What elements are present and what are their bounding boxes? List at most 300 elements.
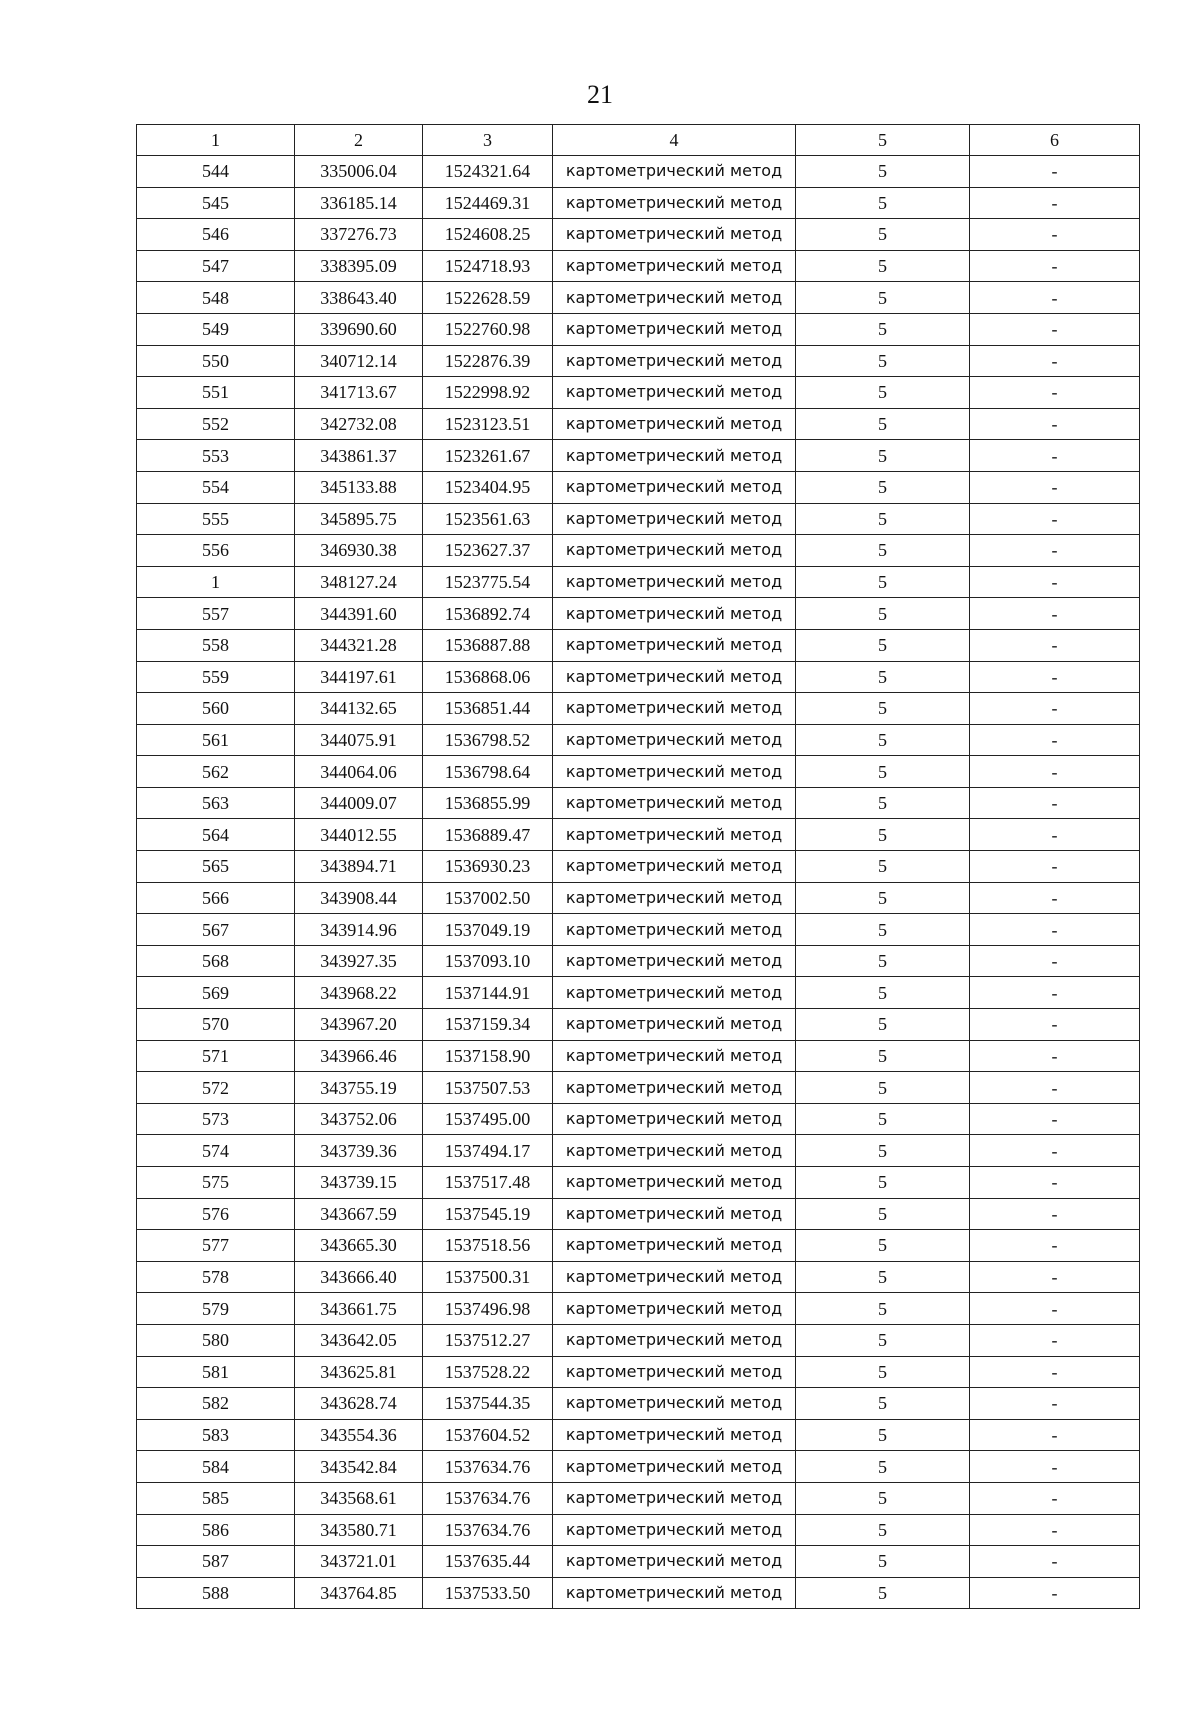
table-row — [137, 1451, 1140, 1483]
point-number-cell: 582 — [137, 1388, 295, 1420]
x-coordinate-cell: 343628.74 — [295, 1388, 423, 1420]
x-coordinate-cell: 343665.30 — [295, 1230, 423, 1262]
y-coordinate-cell: 1537528.22 — [423, 1356, 553, 1388]
table-row — [137, 408, 1140, 440]
x-coordinate-cell: 343666.40 — [295, 1261, 423, 1293]
note-cell: - — [970, 693, 1140, 725]
note-cell: - — [970, 1230, 1140, 1262]
column-header-3: 3 — [423, 125, 553, 156]
point-number-cell: 564 — [137, 819, 295, 851]
coordinates-table — [136, 124, 1140, 1609]
x-coordinate-cell: 344012.55 — [295, 819, 423, 851]
x-coordinate-cell: 344197.61 — [295, 661, 423, 693]
point-number-cell: 567 — [137, 914, 295, 946]
x-coordinate-cell: 343764.85 — [295, 1577, 423, 1609]
table-row — [137, 1514, 1140, 1546]
x-coordinate-cell: 343914.96 — [295, 914, 423, 946]
table-row — [137, 1135, 1140, 1167]
method-cell: картометрический метод — [553, 440, 796, 472]
method-cell: картометрический метод — [553, 1546, 796, 1578]
x-coordinate-cell: 343642.05 — [295, 1324, 423, 1356]
table-row — [137, 156, 1140, 188]
y-coordinate-cell: 1536798.64 — [423, 756, 553, 788]
point-number-cell: 1 — [137, 566, 295, 598]
table-row — [137, 945, 1140, 977]
table-row — [137, 1419, 1140, 1451]
point-number-cell: 574 — [137, 1135, 295, 1167]
y-coordinate-cell: 1522628.59 — [423, 282, 553, 314]
note-cell: - — [970, 882, 1140, 914]
x-coordinate-cell: 343752.06 — [295, 1103, 423, 1135]
note-cell: - — [970, 819, 1140, 851]
method-cell: картометрический метод — [553, 503, 796, 535]
column-header-4: 4 — [553, 125, 796, 156]
table-header-row — [137, 125, 1140, 156]
note-cell: - — [970, 1072, 1140, 1104]
x-coordinate-cell: 344064.06 — [295, 756, 423, 788]
y-coordinate-cell: 1524608.25 — [423, 219, 553, 251]
accuracy-cell: 5 — [796, 345, 970, 377]
note-cell: - — [970, 219, 1140, 251]
table-row — [137, 250, 1140, 282]
x-coordinate-cell: 343568.61 — [295, 1482, 423, 1514]
method-cell: картометрический метод — [553, 819, 796, 851]
point-number-cell: 578 — [137, 1261, 295, 1293]
method-cell: картометрический метод — [553, 629, 796, 661]
point-number-cell: 552 — [137, 408, 295, 440]
point-number-cell: 556 — [137, 535, 295, 567]
table-row — [137, 1546, 1140, 1578]
y-coordinate-cell: 1537634.76 — [423, 1451, 553, 1483]
accuracy-cell: 5 — [796, 661, 970, 693]
x-coordinate-cell: 335006.04 — [295, 156, 423, 188]
y-coordinate-cell: 1523561.63 — [423, 503, 553, 535]
method-cell: картометрический метод — [553, 1419, 796, 1451]
table-row — [137, 313, 1140, 345]
column-header-6: 6 — [970, 125, 1140, 156]
y-coordinate-cell: 1524718.93 — [423, 250, 553, 282]
x-coordinate-cell: 346930.38 — [295, 535, 423, 567]
y-coordinate-cell: 1537635.44 — [423, 1546, 553, 1578]
point-number-cell: 549 — [137, 313, 295, 345]
method-cell: картометрический метод — [553, 187, 796, 219]
table-row — [137, 1261, 1140, 1293]
table-row — [137, 1167, 1140, 1199]
note-cell: - — [970, 977, 1140, 1009]
y-coordinate-cell: 1522998.92 — [423, 377, 553, 409]
method-cell: картометрический метод — [553, 282, 796, 314]
table-row — [137, 1040, 1140, 1072]
accuracy-cell: 5 — [796, 1072, 970, 1104]
accuracy-cell: 5 — [796, 914, 970, 946]
point-number-cell: 557 — [137, 598, 295, 630]
method-cell: картометрический метод — [553, 598, 796, 630]
x-coordinate-cell: 345133.88 — [295, 471, 423, 503]
note-cell: - — [970, 1103, 1140, 1135]
note-cell: - — [970, 408, 1140, 440]
x-coordinate-cell: 344009.07 — [295, 787, 423, 819]
point-number-cell: 559 — [137, 661, 295, 693]
y-coordinate-cell: 1536892.74 — [423, 598, 553, 630]
table-row — [137, 471, 1140, 503]
note-cell: - — [970, 566, 1140, 598]
point-number-cell: 544 — [137, 156, 295, 188]
x-coordinate-cell: 345895.75 — [295, 503, 423, 535]
note-cell: - — [970, 1419, 1140, 1451]
y-coordinate-cell: 1537512.27 — [423, 1324, 553, 1356]
x-coordinate-cell: 338395.09 — [295, 250, 423, 282]
table-row — [137, 503, 1140, 535]
method-cell: картометрический метод — [553, 1103, 796, 1135]
note-cell: - — [970, 1356, 1140, 1388]
x-coordinate-cell: 343968.22 — [295, 977, 423, 1009]
point-number-cell: 581 — [137, 1356, 295, 1388]
accuracy-cell: 5 — [796, 1009, 970, 1041]
table-row — [137, 1577, 1140, 1609]
x-coordinate-cell: 337276.73 — [295, 219, 423, 251]
column-header-1: 1 — [137, 125, 295, 156]
method-cell: картометрический метод — [553, 724, 796, 756]
accuracy-cell: 5 — [796, 156, 970, 188]
note-cell: - — [970, 187, 1140, 219]
note-cell: - — [970, 1261, 1140, 1293]
method-cell: картометрический метод — [553, 471, 796, 503]
point-number-cell: 548 — [137, 282, 295, 314]
y-coordinate-cell: 1522760.98 — [423, 313, 553, 345]
x-coordinate-cell: 343625.81 — [295, 1356, 423, 1388]
table-row — [137, 1293, 1140, 1325]
note-cell: - — [970, 629, 1140, 661]
y-coordinate-cell: 1537494.17 — [423, 1135, 553, 1167]
table-row — [137, 598, 1140, 630]
accuracy-cell: 5 — [796, 313, 970, 345]
y-coordinate-cell: 1537500.31 — [423, 1261, 553, 1293]
method-cell: картометрический метод — [553, 1072, 796, 1104]
x-coordinate-cell: 338643.40 — [295, 282, 423, 314]
page-number: 21 — [587, 80, 613, 109]
point-number-cell: 568 — [137, 945, 295, 977]
accuracy-cell: 5 — [796, 1167, 970, 1199]
table-row — [137, 345, 1140, 377]
y-coordinate-cell: 1536930.23 — [423, 851, 553, 883]
y-coordinate-cell: 1523123.51 — [423, 408, 553, 440]
accuracy-cell: 5 — [796, 693, 970, 725]
table-row — [137, 1230, 1140, 1262]
note-cell: - — [970, 377, 1140, 409]
point-number-cell: 587 — [137, 1546, 295, 1578]
accuracy-cell: 5 — [796, 1261, 970, 1293]
point-number-cell: 569 — [137, 977, 295, 1009]
note-cell: - — [970, 1040, 1140, 1072]
y-coordinate-cell: 1537634.76 — [423, 1482, 553, 1514]
method-cell: картометрический метод — [553, 1009, 796, 1041]
point-number-cell: 562 — [137, 756, 295, 788]
x-coordinate-cell: 348127.24 — [295, 566, 423, 598]
note-cell: - — [970, 1482, 1140, 1514]
accuracy-cell: 5 — [796, 787, 970, 819]
y-coordinate-cell: 1536855.99 — [423, 787, 553, 819]
accuracy-cell: 5 — [796, 1451, 970, 1483]
point-number-cell: 551 — [137, 377, 295, 409]
note-cell: - — [970, 851, 1140, 883]
y-coordinate-cell: 1536798.52 — [423, 724, 553, 756]
method-cell: картометрический метод — [553, 345, 796, 377]
note-cell: - — [970, 1451, 1140, 1483]
x-coordinate-cell: 344132.65 — [295, 693, 423, 725]
note-cell: - — [970, 1546, 1140, 1578]
note-cell: - — [970, 345, 1140, 377]
method-cell: картометрический метод — [553, 1482, 796, 1514]
method-cell: картометрический метод — [553, 377, 796, 409]
table-row — [137, 787, 1140, 819]
x-coordinate-cell: 343966.46 — [295, 1040, 423, 1072]
table-row — [137, 219, 1140, 251]
table-row — [137, 282, 1140, 314]
x-coordinate-cell: 340712.14 — [295, 345, 423, 377]
y-coordinate-cell: 1537604.52 — [423, 1419, 553, 1451]
x-coordinate-cell: 344391.60 — [295, 598, 423, 630]
method-cell: картометрический метод — [553, 1451, 796, 1483]
y-coordinate-cell: 1536887.88 — [423, 629, 553, 661]
x-coordinate-cell: 343542.84 — [295, 1451, 423, 1483]
table-row — [137, 1009, 1140, 1041]
method-cell: картометрический метод — [553, 1198, 796, 1230]
note-cell: - — [970, 1324, 1140, 1356]
x-coordinate-cell: 343661.75 — [295, 1293, 423, 1325]
table-row — [137, 724, 1140, 756]
point-number-cell: 561 — [137, 724, 295, 756]
y-coordinate-cell: 1524321.64 — [423, 156, 553, 188]
method-cell: картометрический метод — [553, 851, 796, 883]
note-cell: - — [970, 945, 1140, 977]
x-coordinate-cell: 343554.36 — [295, 1419, 423, 1451]
accuracy-cell: 5 — [796, 1135, 970, 1167]
method-cell: картометрический метод — [553, 756, 796, 788]
point-number-cell: 554 — [137, 471, 295, 503]
x-coordinate-cell: 341713.67 — [295, 377, 423, 409]
y-coordinate-cell: 1537495.00 — [423, 1103, 553, 1135]
table-row — [137, 1072, 1140, 1104]
accuracy-cell: 5 — [796, 250, 970, 282]
point-number-cell: 550 — [137, 345, 295, 377]
y-coordinate-cell: 1536851.44 — [423, 693, 553, 725]
point-number-cell: 563 — [137, 787, 295, 819]
note-cell: - — [970, 1388, 1140, 1420]
accuracy-cell: 5 — [796, 851, 970, 883]
method-cell: картометрический метод — [553, 1356, 796, 1388]
point-number-cell: 580 — [137, 1324, 295, 1356]
note-cell: - — [970, 503, 1140, 535]
note-cell: - — [970, 661, 1140, 693]
note-cell: - — [970, 1198, 1140, 1230]
method-cell: картометрический метод — [553, 787, 796, 819]
note-cell: - — [970, 156, 1140, 188]
x-coordinate-cell: 343721.01 — [295, 1546, 423, 1578]
accuracy-cell: 5 — [796, 1040, 970, 1072]
y-coordinate-cell: 1537517.48 — [423, 1167, 553, 1199]
point-number-cell: 575 — [137, 1167, 295, 1199]
note-cell: - — [970, 313, 1140, 345]
y-coordinate-cell: 1522876.39 — [423, 345, 553, 377]
x-coordinate-cell: 343927.35 — [295, 945, 423, 977]
table-row — [137, 1198, 1140, 1230]
y-coordinate-cell: 1537518.56 — [423, 1230, 553, 1262]
y-coordinate-cell: 1537545.19 — [423, 1198, 553, 1230]
accuracy-cell: 5 — [796, 1230, 970, 1262]
table-row — [137, 377, 1140, 409]
accuracy-cell: 5 — [796, 1198, 970, 1230]
y-coordinate-cell: 1524469.31 — [423, 187, 553, 219]
table-row — [137, 1388, 1140, 1420]
point-number-cell: 577 — [137, 1230, 295, 1262]
table-row — [137, 440, 1140, 472]
note-cell: - — [970, 598, 1140, 630]
method-cell: картометрический метод — [553, 1388, 796, 1420]
table-row — [137, 882, 1140, 914]
y-coordinate-cell: 1537496.98 — [423, 1293, 553, 1325]
point-number-cell: 560 — [137, 693, 295, 725]
table-row — [137, 1103, 1140, 1135]
accuracy-cell: 5 — [796, 882, 970, 914]
method-cell: картометрический метод — [553, 408, 796, 440]
note-cell: - — [970, 1577, 1140, 1609]
method-cell: картометрический метод — [553, 1040, 796, 1072]
accuracy-cell: 5 — [796, 187, 970, 219]
note-cell: - — [970, 250, 1140, 282]
table-row — [137, 1356, 1140, 1388]
note-cell: - — [970, 1135, 1140, 1167]
point-number-cell: 546 — [137, 219, 295, 251]
accuracy-cell: 5 — [796, 1388, 970, 1420]
table-row — [137, 819, 1140, 851]
note-cell: - — [970, 1514, 1140, 1546]
method-cell: картометрический метод — [553, 566, 796, 598]
table-row — [137, 535, 1140, 567]
accuracy-cell: 5 — [796, 1514, 970, 1546]
x-coordinate-cell: 343894.71 — [295, 851, 423, 883]
point-number-cell: 545 — [137, 187, 295, 219]
point-number-cell: 583 — [137, 1419, 295, 1451]
table-row — [137, 756, 1140, 788]
x-coordinate-cell: 343580.71 — [295, 1514, 423, 1546]
note-cell: - — [970, 1167, 1140, 1199]
accuracy-cell: 5 — [796, 1482, 970, 1514]
accuracy-cell: 5 — [796, 1577, 970, 1609]
method-cell: картометрический метод — [553, 882, 796, 914]
y-coordinate-cell: 1537002.50 — [423, 882, 553, 914]
x-coordinate-cell: 343739.15 — [295, 1167, 423, 1199]
table-row — [137, 566, 1140, 598]
accuracy-cell: 5 — [796, 819, 970, 851]
x-coordinate-cell: 343667.59 — [295, 1198, 423, 1230]
accuracy-cell: 5 — [796, 566, 970, 598]
y-coordinate-cell: 1537634.76 — [423, 1514, 553, 1546]
method-cell: картометрический метод — [553, 1230, 796, 1262]
accuracy-cell: 5 — [796, 377, 970, 409]
y-coordinate-cell: 1537093.10 — [423, 945, 553, 977]
table-row — [137, 1482, 1140, 1514]
accuracy-cell: 5 — [796, 1419, 970, 1451]
accuracy-cell: 5 — [796, 598, 970, 630]
y-coordinate-cell: 1536889.47 — [423, 819, 553, 851]
x-coordinate-cell: 343861.37 — [295, 440, 423, 472]
column-header-2: 2 — [295, 125, 423, 156]
point-number-cell: 588 — [137, 1577, 295, 1609]
point-number-cell: 566 — [137, 882, 295, 914]
point-number-cell: 571 — [137, 1040, 295, 1072]
method-cell: картометрический метод — [553, 1324, 796, 1356]
method-cell: картометрический метод — [553, 250, 796, 282]
accuracy-cell: 5 — [796, 1293, 970, 1325]
column-header-5: 5 — [796, 125, 970, 156]
accuracy-cell: 5 — [796, 1546, 970, 1578]
note-cell: - — [970, 282, 1140, 314]
x-coordinate-cell: 343755.19 — [295, 1072, 423, 1104]
method-cell: картометрический метод — [553, 661, 796, 693]
y-coordinate-cell: 1523261.67 — [423, 440, 553, 472]
accuracy-cell: 5 — [796, 1324, 970, 1356]
point-number-cell: 573 — [137, 1103, 295, 1135]
x-coordinate-cell: 342732.08 — [295, 408, 423, 440]
method-cell: картометрический метод — [553, 977, 796, 1009]
x-coordinate-cell: 344321.28 — [295, 629, 423, 661]
y-coordinate-cell: 1523775.54 — [423, 566, 553, 598]
accuracy-cell: 5 — [796, 503, 970, 535]
accuracy-cell: 5 — [796, 282, 970, 314]
table-row — [137, 693, 1140, 725]
accuracy-cell: 5 — [796, 629, 970, 661]
method-cell: картометрический метод — [553, 1577, 796, 1609]
note-cell: - — [970, 724, 1140, 756]
table-row — [137, 914, 1140, 946]
y-coordinate-cell: 1537159.34 — [423, 1009, 553, 1041]
point-number-cell: 555 — [137, 503, 295, 535]
note-cell: - — [970, 535, 1140, 567]
accuracy-cell: 5 — [796, 945, 970, 977]
x-coordinate-cell: 339690.60 — [295, 313, 423, 345]
method-cell: картометрический метод — [553, 1514, 796, 1546]
y-coordinate-cell: 1523404.95 — [423, 471, 553, 503]
accuracy-cell: 5 — [796, 1103, 970, 1135]
method-cell: картометрический метод — [553, 945, 796, 977]
point-number-cell: 584 — [137, 1451, 295, 1483]
point-number-cell: 576 — [137, 1198, 295, 1230]
accuracy-cell: 5 — [796, 1356, 970, 1388]
y-coordinate-cell: 1523627.37 — [423, 535, 553, 567]
method-cell: картометрический метод — [553, 693, 796, 725]
table-row — [137, 661, 1140, 693]
accuracy-cell: 5 — [796, 724, 970, 756]
table-row — [137, 851, 1140, 883]
note-cell: - — [970, 1009, 1140, 1041]
method-cell: картометрический метод — [553, 1135, 796, 1167]
point-number-cell: 570 — [137, 1009, 295, 1041]
table-row — [137, 977, 1140, 1009]
point-number-cell: 585 — [137, 1482, 295, 1514]
table-row — [137, 1324, 1140, 1356]
y-coordinate-cell: 1537544.35 — [423, 1388, 553, 1420]
y-coordinate-cell: 1537507.53 — [423, 1072, 553, 1104]
method-cell: картометрический метод — [553, 219, 796, 251]
point-number-cell: 579 — [137, 1293, 295, 1325]
point-number-cell: 586 — [137, 1514, 295, 1546]
note-cell: - — [970, 471, 1140, 503]
point-number-cell: 558 — [137, 629, 295, 661]
method-cell: картометрический метод — [553, 156, 796, 188]
point-number-cell: 572 — [137, 1072, 295, 1104]
note-cell: - — [970, 914, 1140, 946]
note-cell: - — [970, 787, 1140, 819]
